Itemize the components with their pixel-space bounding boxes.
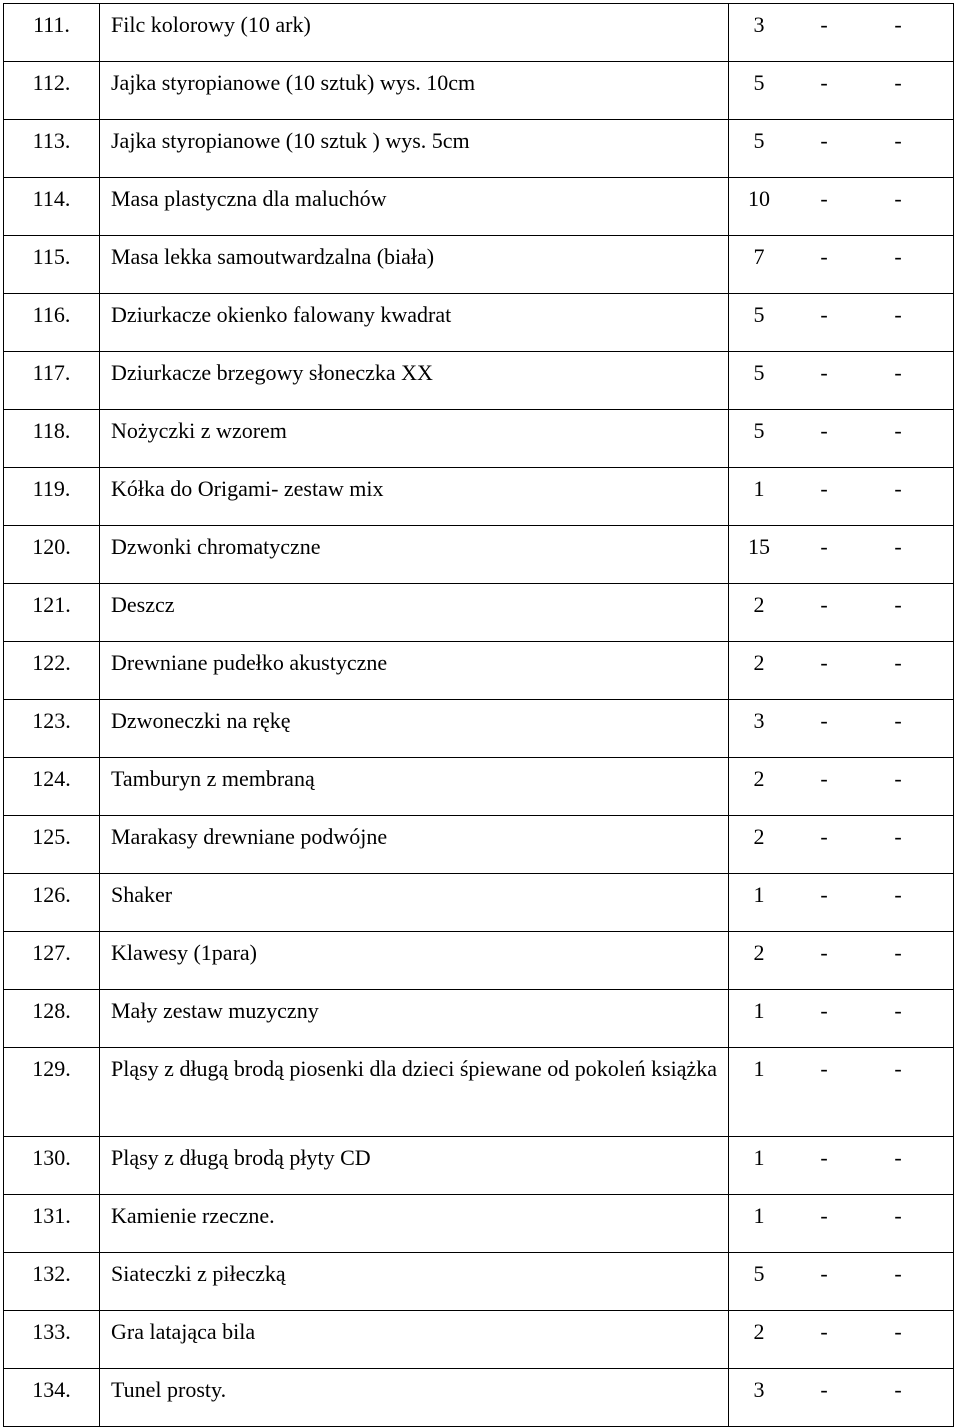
quantity-cell [729,642,954,700]
item-quantity: 3 [753,708,765,733]
dash-value: - [820,766,828,791]
row-number: 111. [4,4,100,62]
quantity-cell [729,816,954,874]
quantity-cell [729,932,954,990]
quantity-cell [729,990,954,1048]
row-number: 129. [4,1048,100,1137]
item-name: Jajka styropianowe (10 sztuk) wys. 10cm [100,62,729,120]
item-quantity: 1 [753,998,765,1023]
row-number: 119. [4,468,100,526]
item-name: Marakasy drewniane podwójne [100,816,729,874]
item-quantity: 5 [753,70,765,95]
table-row [4,584,954,642]
item-quantity: 5 [753,1261,765,1286]
dash-value: - [820,650,828,675]
row-number: 117. [4,352,100,410]
item-name: Pląsy z długą brodą piosenki dla dzieci śpiewane od pokoleń książka [100,1048,729,1137]
table-row [4,642,954,700]
dash-value: - [894,1319,902,1344]
dash-value: - [894,1261,902,1286]
row-number: 114. [4,178,100,236]
quantity-cell [729,526,954,584]
dash-value: - [894,940,902,965]
dash-value: - [894,244,902,269]
dash-value: - [820,128,828,153]
dash-value: - [820,186,828,211]
item-quantity: 5 [753,302,765,327]
table-row [4,700,954,758]
row-number: 116. [4,294,100,352]
dash-value: - [820,1261,828,1286]
dash-value: - [894,1056,902,1081]
dash-value: - [894,360,902,385]
item-quantity: 1 [753,1145,765,1170]
item-name: Gra latająca bila [100,1311,729,1369]
table-row [4,816,954,874]
item-name: Filc kolorowy (10 ark) [100,4,729,62]
dash-value: - [894,12,902,37]
dash-value: - [820,244,828,269]
item-name: Kamienie rzeczne. [100,1195,729,1253]
dash-value: - [820,708,828,733]
row-number: 131. [4,1195,100,1253]
quantity-cell [729,236,954,294]
item-name: Dziurkacze okienko falowany kwadrat [100,294,729,352]
row-number: 115. [4,236,100,294]
dash-value: - [894,1377,902,1402]
quantity-cell [729,120,954,178]
item-quantity: 5 [753,128,765,153]
dash-value: - [820,940,828,965]
item-name: Tunel prosty. [100,1369,729,1427]
dash-value: - [820,824,828,849]
dash-value: - [894,592,902,617]
item-quantity: 7 [753,244,765,269]
dash-value: - [894,1203,902,1228]
table-row [4,352,954,410]
dash-value: - [820,302,828,327]
dash-value: - [894,70,902,95]
quantity-cell [729,584,954,642]
table-row [4,1311,954,1369]
dash-value: - [820,1377,828,1402]
quantity-cell [729,1369,954,1427]
table-row [4,120,954,178]
item-name: Kółka do Origami- zestaw mix [100,468,729,526]
item-quantity: 5 [753,360,765,385]
dash-value: - [820,592,828,617]
table-row [4,1369,954,1427]
item-quantity: 2 [753,766,765,791]
dash-value: - [894,418,902,443]
row-number: 126. [4,874,100,932]
table-row [4,410,954,468]
item-quantity: 2 [753,592,765,617]
item-name: Mały zestaw muzyczny [100,990,729,1048]
table-row [4,990,954,1048]
row-number: 130. [4,1137,100,1195]
dash-value: - [894,998,902,1023]
item-quantity: 10 [748,186,770,211]
dash-value: - [820,70,828,95]
item-name: Dzwoneczki na rękę [100,700,729,758]
quantity-cell [729,874,954,932]
dash-value: - [894,534,902,559]
table-row [4,62,954,120]
row-number: 118. [4,410,100,468]
item-quantity: 2 [753,650,765,675]
quantity-cell [729,700,954,758]
dash-value: - [894,476,902,501]
dash-value: - [894,882,902,907]
item-name: Klawesy (1para) [100,932,729,990]
dash-value: - [894,128,902,153]
dash-value: - [894,766,902,791]
item-quantity: 2 [753,940,765,965]
dash-value: - [894,186,902,211]
dash-value: - [820,418,828,443]
table-row [4,1137,954,1195]
quantity-cell [729,4,954,62]
row-number: 120. [4,526,100,584]
dash-value: - [894,1145,902,1170]
quantity-cell [729,62,954,120]
item-name: Nożyczki z wzorem [100,410,729,468]
item-quantity: 1 [753,1203,765,1228]
item-quantity: 2 [753,824,765,849]
row-number: 123. [4,700,100,758]
quantity-cell [729,468,954,526]
item-quantity: 3 [753,1377,765,1402]
quantity-cell [729,1137,954,1195]
row-number: 112. [4,62,100,120]
dash-value: - [820,360,828,385]
row-number: 122. [4,642,100,700]
dash-value: - [894,302,902,327]
table-row [4,1195,954,1253]
quantity-cell [729,1253,954,1311]
table-row [4,874,954,932]
row-number: 125. [4,816,100,874]
quantity-cell [729,1048,954,1137]
item-name: Dziurkacze brzegowy słoneczka XX [100,352,729,410]
quantity-cell [729,1311,954,1369]
row-number: 132. [4,1253,100,1311]
items-table [3,3,954,1427]
item-name: Jajka styropianowe (10 sztuk ) wys. 5cm [100,120,729,178]
item-quantity: 2 [753,1319,765,1344]
table-row [4,178,954,236]
quantity-cell [729,410,954,468]
item-quantity: 3 [753,12,765,37]
dash-value: - [820,534,828,559]
item-name: Masa plastyczna dla maluchów [100,178,729,236]
quantity-cell [729,294,954,352]
dash-value: - [820,1056,828,1081]
table-row [4,4,954,62]
item-quantity: 1 [753,882,765,907]
dash-value: - [820,882,828,907]
dash-value: - [894,708,902,733]
item-quantity: 1 [753,476,765,501]
quantity-cell [729,178,954,236]
table-row [4,236,954,294]
table-row [4,758,954,816]
dash-value: - [894,824,902,849]
table-row [4,1048,954,1137]
table-row [4,1253,954,1311]
table-row [4,932,954,990]
item-quantity: 1 [753,1056,765,1081]
table-row [4,526,954,584]
row-number: 127. [4,932,100,990]
dash-value: - [820,1145,828,1170]
item-name: Dzwonki chromatyczne [100,526,729,584]
item-name: Pląsy z długą brodą płyty CD [100,1137,729,1195]
item-name: Deszcz [100,584,729,642]
item-quantity: 15 [748,534,770,559]
item-name: Masa lekka samoutwardzalna (biała) [100,236,729,294]
item-name: Shaker [100,874,729,932]
row-number: 128. [4,990,100,1048]
row-number: 121. [4,584,100,642]
item-quantity: 5 [753,418,765,443]
item-name: Tamburyn z membraną [100,758,729,816]
quantity-cell [729,352,954,410]
row-number: 134. [4,1369,100,1427]
table-row [4,468,954,526]
row-number: 113. [4,120,100,178]
dash-value: - [820,1203,828,1228]
quantity-cell [729,758,954,816]
items-table-body [4,4,954,1427]
row-number: 133. [4,1311,100,1369]
dash-value: - [820,476,828,501]
item-name: Drewniane pudełko akustyczne [100,642,729,700]
quantity-cell [729,1195,954,1253]
dash-value: - [820,998,828,1023]
dash-value: - [820,12,828,37]
row-number: 124. [4,758,100,816]
dash-value: - [820,1319,828,1344]
table-row [4,294,954,352]
item-name: Siateczki z piłeczką [100,1253,729,1311]
dash-value: - [894,650,902,675]
